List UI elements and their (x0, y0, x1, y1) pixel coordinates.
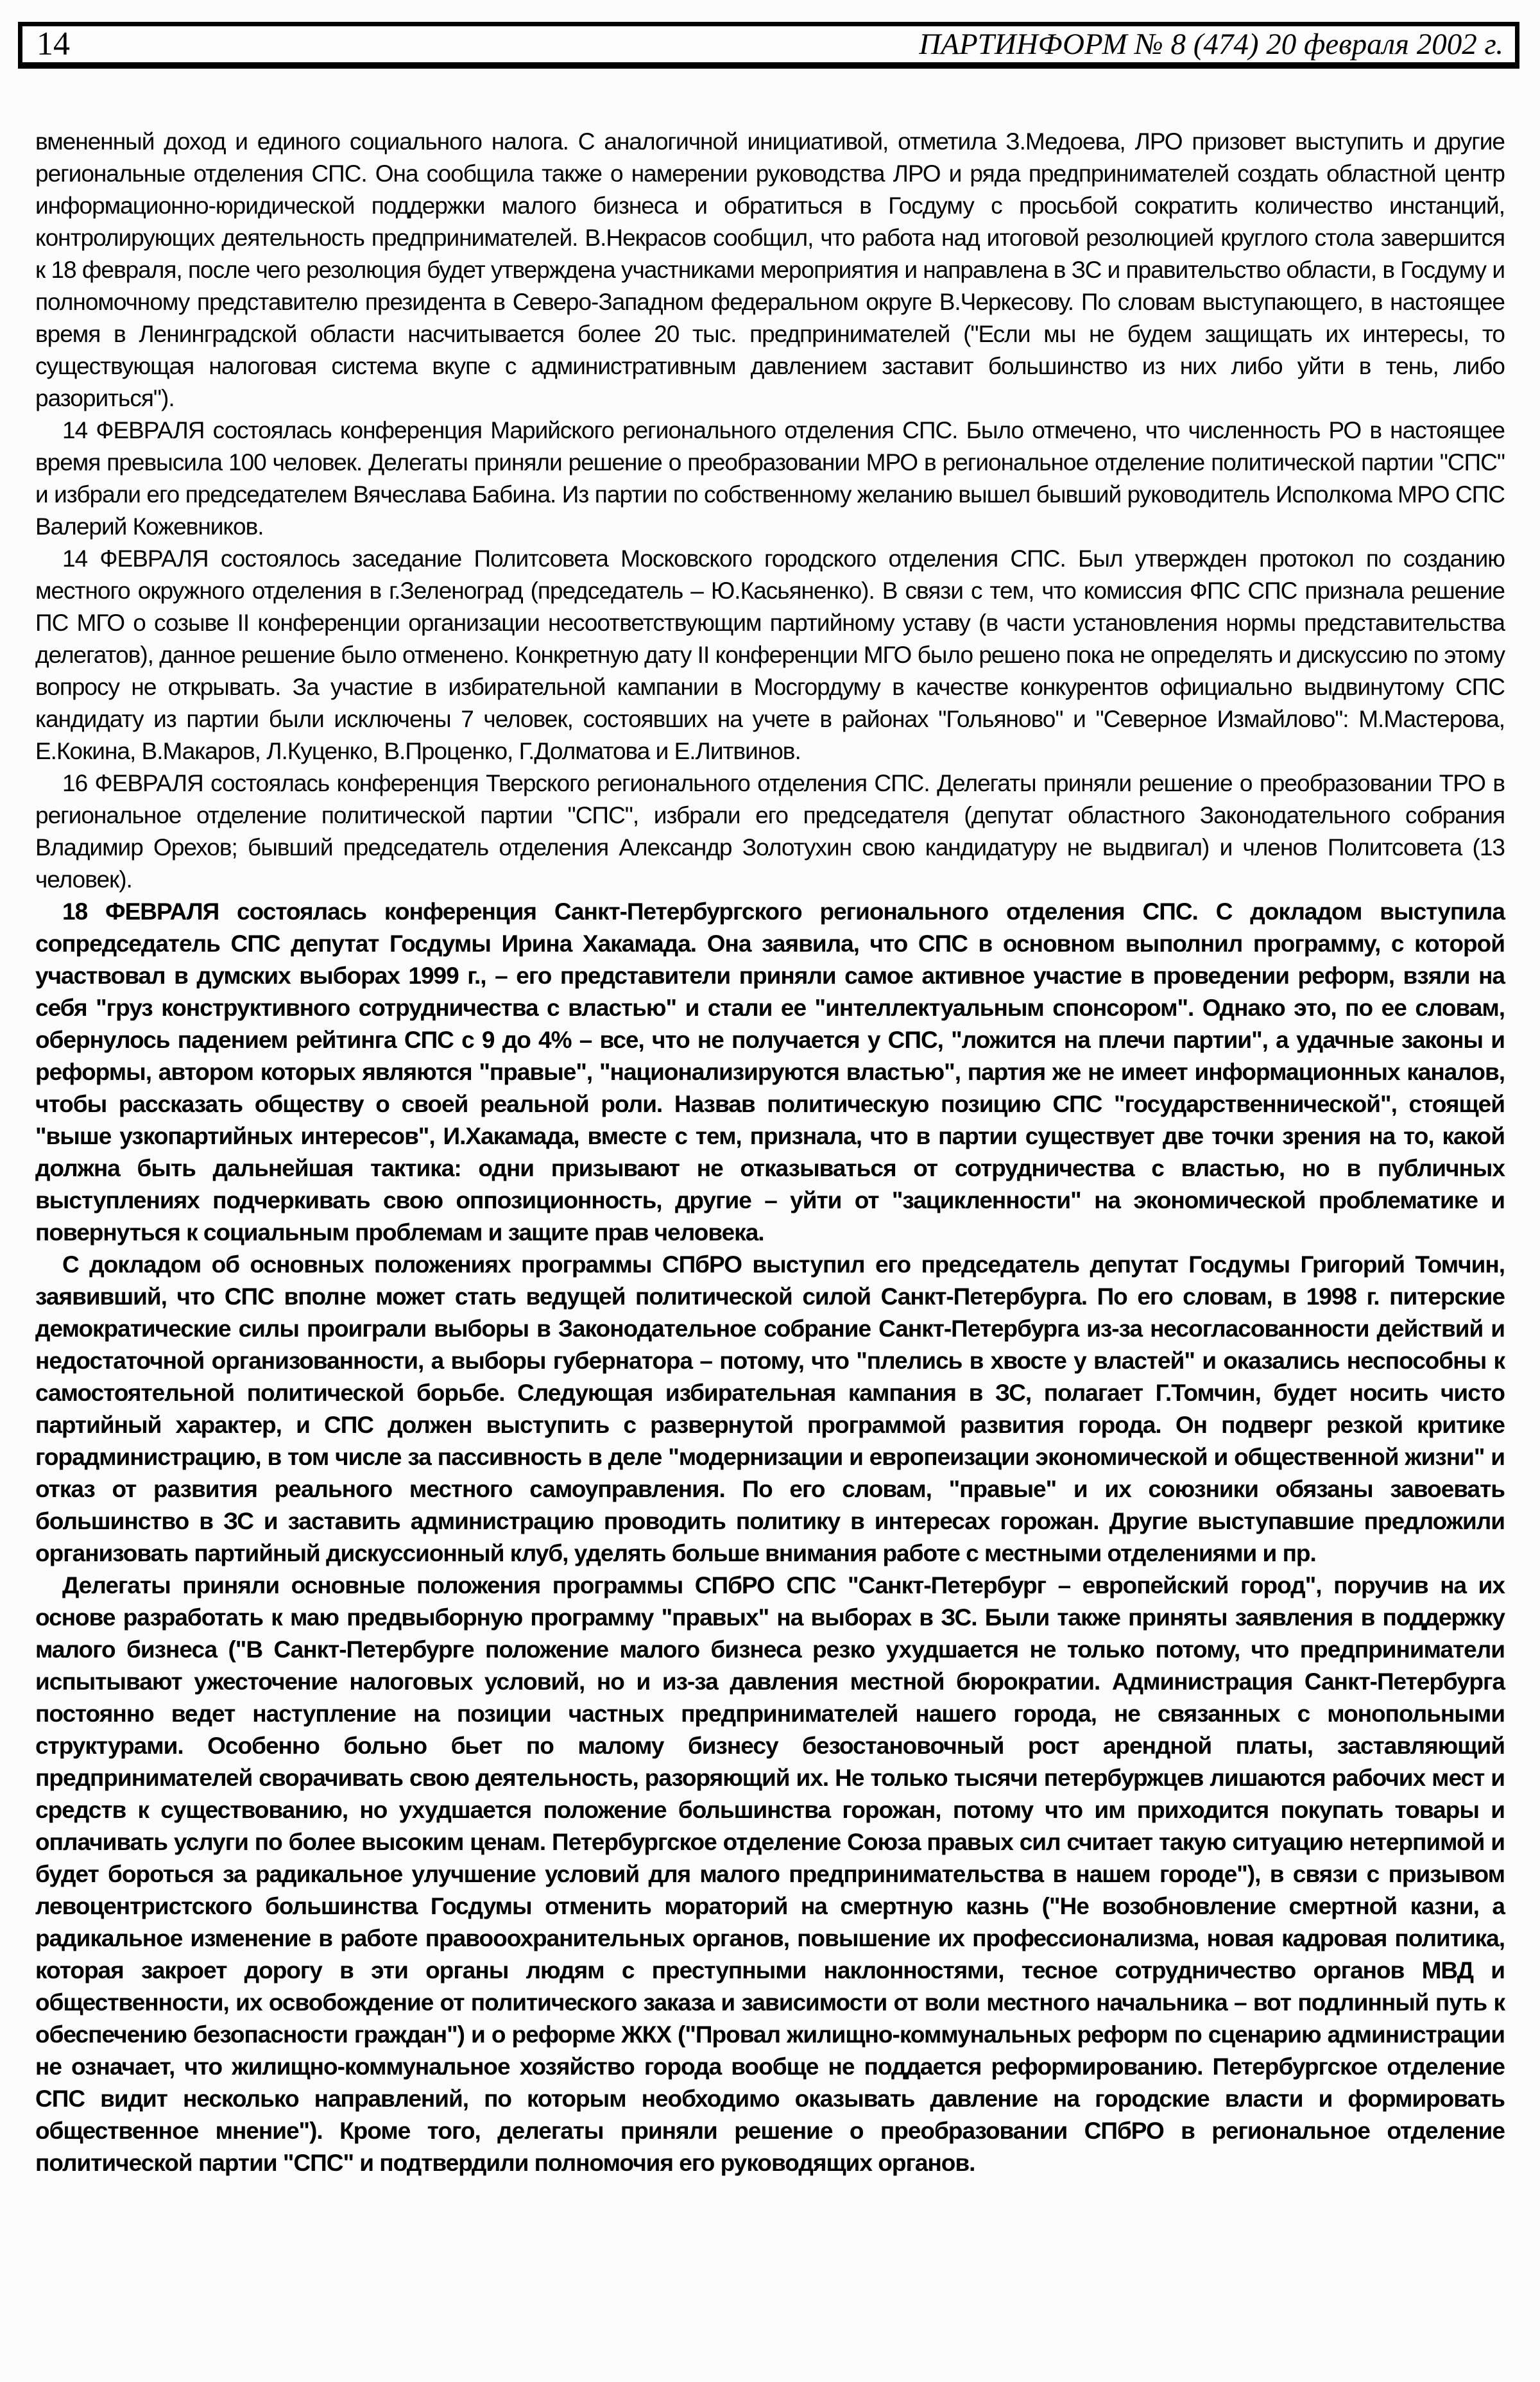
page-number: 14 (37, 26, 70, 62)
newsletter-title: ПАРТИНФОРМ № 8 (474) 20 февраля 2002 г. (919, 27, 1503, 61)
paragraph: 16 ФЕВРАЛЯ состоялась конференция Тверского регионального отделения СПС. Делегаты приняли решение о преобразовании ТРО в региональное отделение политической партии "СПС", избрали его председателя (депутат областного Законодательного собрания Владимир Орехов; бывший председатель отделения Александр Золотухин свою кандидатуру не выдвигал) и членов Политсовета (13 человек). (35, 770, 1505, 893)
page-header (18, 22, 1519, 69)
paragraph: 18 ФЕВРАЛЯ состоялась конференция Санкт-Петербургского регионального отделения СПС. С докладом выступила сопредседатель СПС депутат Госдумы Ирина Хакамада. Она заявила, что СПС в основном выполнил программу, с которой участвовал в думских выборах 1999 г., – его представители приняли самое активное участие в проведении реформ, взяли на себя "груз конструктивного сотрудничества с властью" и стали ее "интеллектуальным спонсором". Однако это, по ее словам, обернулось падением рейтинга СПС с 9 до 4% – все, что не получается у СПС, "ложится на плечи партии", а удачные законы и реформы, автором которых являются "правые", "национализируются властью", партия же не имеет информационных каналов, чтобы рассказать обществу о своей реальной роли. Назвав политическую позицию СПС "государственнической", стоящей "выше узкопартийных интересов", И.Хакамада, вместе с тем, признала, что в партии существует две точки зрения на то, какой должна быть дальнейшая тактика: одни призывают не отказываться от сотрудничества с властью, но в публичных выступлениях подчеркивать свою оппозиционность, другие – уйти от "зацикленности" на экономической проблематике и повернуться к социальным проблемам и защите прав человека. (35, 898, 1505, 1246)
paragraph: 14 ФЕВРАЛЯ состоялась конференция Марийского регионального отделения СПС. Было отмечено, что численность РО в настоящее время превысила 100 человек. Делегаты приняли решение о преобразовании МРО в региональное отделение политической партии "СПС" и избрали его председателем Вячеслава Бабина. Из партии по собственному желанию вышел бывший руководитель Исполкома МРО СПС Валерий Кожевников. (35, 417, 1505, 540)
paragraph: С докладом об основных положениях программы СПбРО выступил его председатель депутат Госдумы Григорий Томчин, заявивший, что СПС вполне может стать ведущей политической силой Санкт-Петербурга. По его словам, в 1998 г. питерские демократические силы проиграли выборы в Законодательное собрание Санкт-Петербурга из-за несогласованности действий и недостаточной организованности, а выборы губернатора – потому, что "плелись в хвосте у властей" и оказались неспособны к самостоятельной политической борьбе. Следующая избирательная кампания в ЗС, полагает Г.Томчин, будет носить чисто партийный характер, и СПС должен выступить с развернутой программой развития города. Он подверг резкой критике горадминистрацию, в том числе за пассивность в деле "модернизации и европеизации экономической и общественной жизни" и отказ от развития реального местного самоуправления. По его словам, "правые" и их союзники обязаны завоевать большинство в ЗС и заставить администрацию проводить политику в интересах горожан. Другие выступавшие предложили организовать партийный дискуссионный клуб, уделять больше внимания работе с местными отделениями и пр. (35, 1251, 1505, 1566)
paragraph: 14 ФЕВРАЛЯ состоялось заседание Политсовета Московского городского отделения СПС. Был утвержден протокол по созданию местного окружного отделения в г.Зеленоград (председатель – Ю.Касьяненко). В связи с тем, что комиссия ФПС СПС признала решение ПС МГО о созыве II конференции организации несоответствующим партийному уставу (в части установления нормы представительства делегатов), данное решение было отменено. Конкретную дату II конференции МГО было решено пока не определять и дискуссию по этому вопросу не открывать. За участие в избирательной кампании в Мосгордуму в качестве конкурентов официально выдвинутому СПС кандидату из партии были исключены 7 человек, состоявших на учете в районах "Гольяново" и "Северное Измайлово": М.Мастерова, Е.Кокина, В.Макаров, Л.Куценко, В.Проценко, Г.Долматова и Е.Литвинов. (35, 545, 1505, 764)
paragraph: вмененный доход и единого социального налога. С аналогичной инициативой, отметила З.Медоева, ЛРО призовет выступить и другие региональные отделения СПС. Она сообщила также о намерении руководства ЛРО и ряда предпринимателей создать областной центр информационно-юридической поддержки малого бизнеса и обратиться в Госдуму с просьбой сократить количество инстанций, контролирующих деятельность предпринимателей. В.Некрасов сообщил, что работа над итоговой резолюцией круглого стола завершится к 18 февраля, после чего резолюция будет утверждена участниками мероприятия и направлена в ЗС и правительство области, в Госдуму и полномочному представителю президента в Северо-Западном федеральном округе В.Черкесову. По словам выступающего, в настоящее время в Ленинградской области насчитывается более 20 тыс. предпринимателей ("Если мы не будем защищать их интересы, то существующая налоговая система вкупе с административным давлением заставит большинство из них либо уйти в тень, либо разориться"). (35, 128, 1505, 411)
paragraph: Делегаты приняли основные положения программы СПбРО СПС "Санкт-Петербург – европейский город", поручив на их основе разработать к маю предвыборную программу "правых" на выборах в ЗС. Были также приняты заявления в поддержку малого бизнеса ("В Санкт-Петербурге положение малого бизнеса резко ухудшается не только потому, что предприниматели испытывают ужесточение налоговых условий, но и из-за давления местной бюрократии. Администрация Санкт-Петербурга постоянно ведет наступление на позиции частных предпринимателей нашего города, не связанных с монопольными структурами. Особенно больно бьет по малому бизнесу безостановочный рост арендной платы, заставляющий предпринимателей сворачивать свою деятельность, разоряющий их. Не только тысячи петербуржцев лишаются рабочих мест и средств к существованию, но ухудшается положение большинства горожан, потому что им приходится покупать товары и оплачивать услуги по более высоким ценам. Петербургское отделение Союза правых сил считает такую ситуацию нетерпимой и будет бороться за радикальное улучшение условий для малого предпринимательства в нашем городе"), в связи с призывом левоцентристского большинства Госдумы отменить мораторий на смертную казнь ("Не возобновление смертной казни, а радикальное изменение в работе правооохранительных органов, повышение их профессионализма, новая кадровая политика, которая закроет дорогу в эти органы людям с преступными наклонностями, тесное сотрудничество органов МВД и общественности, их освобождение от политического заказа и зависимости от воли местного начальника – вот подлинный путь к обеспечению безопасности граждан") и о реформе ЖКХ ("Провал жилищно-коммунальных реформ по сценарию администрации не означает, что жилищно-коммунальное хозяйство города вообще не поддается реформированию. Петербургское отделение СПС видит несколько направлений, по которым необходимо оказывать давление на городские власти и формировать общественное мнение"). Кроме того, делегаты приняли решение о преобразовании СПбРО в региональное отделение политической партии "СПС" и подтвердили полномочия его руководящих органов. (35, 1572, 1505, 2176)
article-body (35, 126, 1505, 2179)
